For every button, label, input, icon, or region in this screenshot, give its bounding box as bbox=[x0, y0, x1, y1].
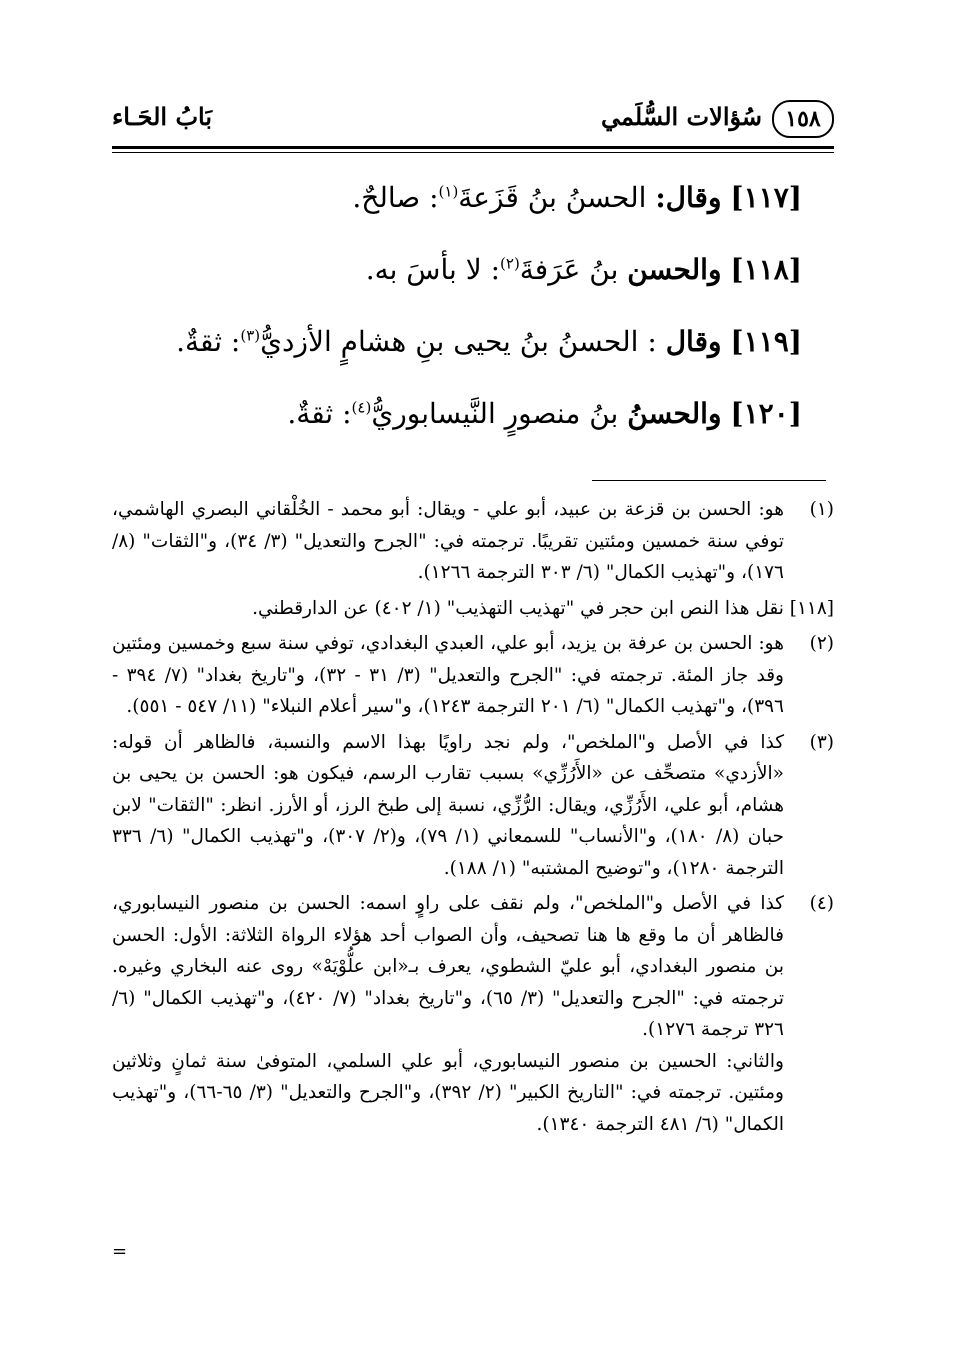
footnote-text: هو: الحسن بن عرفة بن يزيد، أبو علي، العبدي البغدادي، توفي سنة سبع وخمسين ومئتين وقد جاز المئة. ترجمته في: "الجرح والتعديل" (٣/ ٣١ - ٣٢)، و"تاريخ بغداد" (٧/ ٣٩٤ - ٣٩٦)، و"تهذيب الكمال" (٦/ ٢٠١ الترجمة ١٢٤٣)، و"سير أعلام النبلاء" (١١/ ٥٤٧ - ٥٥١). bbox=[112, 633, 784, 717]
entry-verdict: : لا بأسَ به. bbox=[365, 253, 501, 286]
page-number: ١٥٨ bbox=[772, 100, 834, 138]
entry-name: الحسنُ بنُ قَزَعةَ bbox=[458, 181, 647, 214]
footnote-ref: (٢) bbox=[500, 254, 520, 273]
footnotes bbox=[112, 494, 834, 1144]
entry-name: بنُ منصورٍ النَّيسابوريُّ bbox=[371, 397, 619, 430]
note-118: [١١٨] نقل هذا النص ابن حجر في "تهذيب التهذيب" (١/ ٤٠٢) عن الدارقطني. bbox=[252, 597, 834, 619]
chapter-title: بَابُ الحَـاء bbox=[112, 102, 213, 131]
entry-name: : الحسنُ بنُ يحيى بنِ هشامٍ الأزديُّ bbox=[260, 325, 657, 358]
entry-number: [١١٨] bbox=[730, 253, 802, 286]
footnote-3 bbox=[112, 727, 834, 885]
entry-118 bbox=[112, 234, 802, 306]
footnote-ref: (٤) bbox=[351, 398, 372, 417]
running-header bbox=[112, 96, 834, 146]
footnote-mark: (٢) bbox=[809, 633, 834, 654]
entry-verdict: : ثقةٌ. bbox=[176, 325, 241, 358]
footnote-text: كذا في الأصل و"الملخص"، ولم نقف على راوٍ اسمه: الحسن بن منصور النيسابوري، فالظاهر أن ما وقع ها هنا تصحيف، وأن الصواب أحد هؤلاء الرواة الثلاثة: الأول: الحسن بن منصور البغدادي، أبو عليّ الشطوي، يعرف بـ«ابن علُّوْيَهْ» روى عنه البخاري وغيره. ترجمته في: "الجرح والتعديل" (٣/ ٦٥)، و"تاريخ بغداد" (٧/ ٤٢٠)، و"تهذيب الكمال" (٦/ ٣٢٦ ترجمة ١٢٧٦). bbox=[112, 893, 784, 1040]
footnote-4 bbox=[112, 888, 834, 1140]
entry-number: [١١٧] bbox=[730, 181, 802, 214]
continuation-mark: = bbox=[112, 1241, 128, 1262]
footnote-1 bbox=[112, 494, 834, 589]
footnote-ref: (١) bbox=[438, 182, 459, 201]
entry-119 bbox=[112, 306, 802, 378]
header-rule-thin bbox=[112, 152, 834, 153]
entry-name: بنُ عَرَفةَ bbox=[519, 253, 619, 286]
main-text bbox=[112, 162, 802, 450]
entry-120 bbox=[112, 378, 802, 450]
footnote-separator bbox=[592, 480, 826, 481]
footnote-mark: (٣) bbox=[809, 731, 834, 753]
footnote-2 bbox=[112, 628, 834, 723]
entry-verdict: : صالحٌ. bbox=[352, 181, 439, 214]
footnote-text: هو: الحسن بن قزعة بن عبيد، أبو علي - ويقال: أبو محمد - الخُلْقاني البصري الهاشمي، توفي سنة خمسين ومئتين تقريبًا. ترجمته في: "الجرح والتعديل" (٣/ ٣٤)، و"الثقات" (٨/ ١٧٦)، و"تهذيب الكمال" (٦/ ٣٠٣ الترجمة ١٢٦٦). bbox=[112, 499, 784, 583]
header-rule-thick bbox=[112, 146, 834, 149]
footnote-text: كذا في الأصل و"الملخص"، ولم نجد راويًا بهذا الاسم والنسبة، فالظاهر أن قوله: «الأزدي» متصحِّف عن «الأَرُزِّي» بسبب تقارب الرسم، فيكون هو: الحسن بن يحيى بن هشام، أبو علي، الأَرُزِّي، ويقال: الرُّزِّي، نسبة إلى طبخ الرز، أو الأرز. انظر: "الثقات" لابن حبان (٨/ ١٨٠)، و"الأنساب" للسمعاني (١/ ٧٩)، و(٢/ ٣٠٧)، و"تهذيب الكمال" (٦/ ٣٣٦ الترجمة ١٢٨٠)، و"توضيح المشتبه" (١/ ١٨٨). bbox=[112, 731, 784, 879]
footnote-mark: (١) bbox=[809, 499, 834, 520]
footnote-continuation: والثاني: الحسين بن منصور النيسابوري، أبو علي السلمي، المتوفىٰ سنة ثمانٍ وثلاثين ومئتين. ترجمته في: "التاريخ الكبير" (٢/ ٣٩٢)، و"الجرح والتعديل" (٣/ ٦٥-٦٦)، و"تهذيب الكمال" (٦/ ٤٨١ الترجمة ١٣٤٠). bbox=[112, 1050, 784, 1135]
entry-number: [١٢٠] bbox=[730, 397, 802, 430]
entry-lead: والحسنُ bbox=[627, 397, 722, 430]
entry-number: [١١٩] bbox=[730, 325, 802, 358]
footnote-ref: (٣) bbox=[240, 326, 261, 345]
entry-117 bbox=[112, 162, 802, 234]
entry-lead: وقال: bbox=[655, 181, 722, 214]
entry-lead: وقال bbox=[665, 325, 722, 358]
book-title: سُؤالات السُّلَمي bbox=[600, 102, 762, 131]
entry-verdict: : ثقةٌ. bbox=[287, 397, 352, 430]
footnote-mark: (٤) bbox=[809, 893, 834, 914]
entry-lead: والحسن bbox=[627, 253, 722, 286]
